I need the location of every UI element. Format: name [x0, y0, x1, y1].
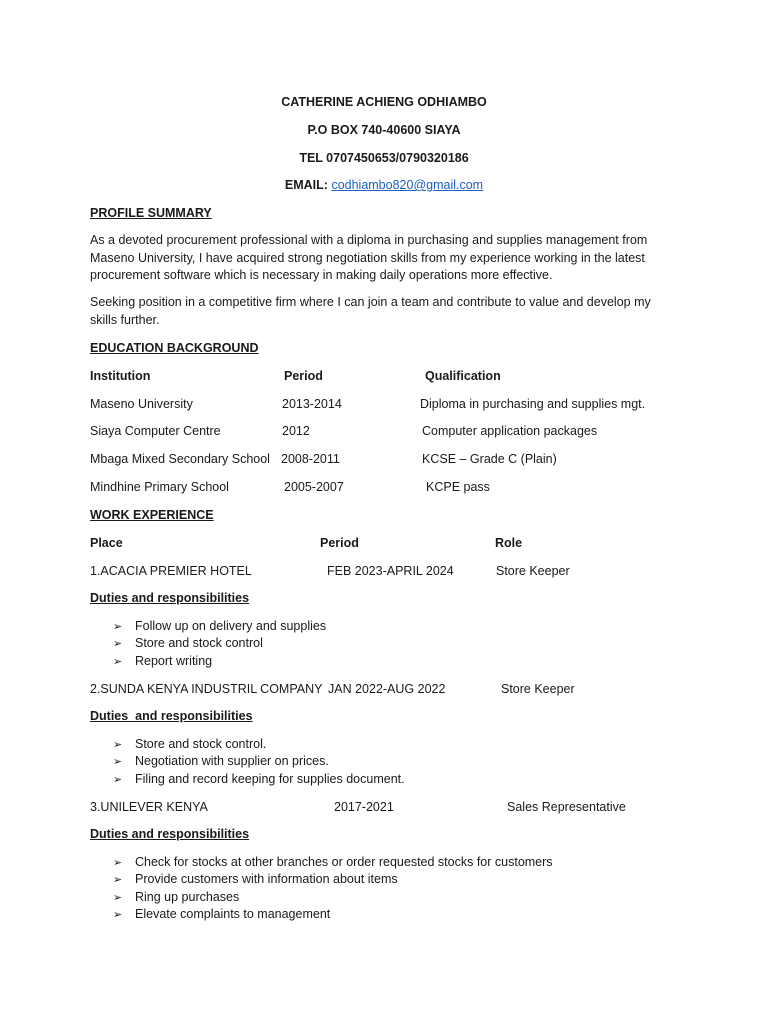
duty-item: [113, 635, 263, 652]
email-line: [0, 177, 768, 193]
education-period: 2005-2007: [284, 480, 344, 494]
education-qualification: KCSE – Grade C (Plain): [422, 452, 557, 466]
education-qualification: KCPE pass: [426, 480, 490, 494]
duty-text: Follow up on delivery and supplies: [135, 619, 327, 633]
duty-item: [113, 753, 329, 770]
duty-text: Negotiation with supplier on prices.: [135, 754, 329, 768]
email-link[interactable]: codhiambo820@gmail.com: [331, 178, 484, 192]
duty-item: [113, 906, 330, 923]
education-institution: Mindhine Primary School: [90, 480, 229, 494]
job-place: 2.SUNDA KENYA INDUSTRIL COMPANY: [90, 682, 323, 696]
job-period: 2017-2021: [334, 800, 394, 814]
profile-paragraph-1: As a devoted procurement professional with a diploma in purchasing and supplies management from Maseno University, I have acquired strong negotiation skills from my experience working in the latest procurement software which is necessary in making daily operations more effective.: [90, 233, 648, 282]
duty-text: Elevate complaints to management: [135, 907, 331, 921]
job-role: Sales Representative: [507, 800, 626, 814]
job-place: 3.UNILEVER KENYA: [90, 800, 208, 814]
arrow-bullet-icon: ➢: [113, 909, 123, 921]
arrow-bullet-icon: ➢: [113, 739, 123, 751]
duty-text: Provide customers with information about items: [135, 872, 398, 886]
arrow-bullet-icon: ➢: [113, 638, 123, 650]
work-col-place: Place: [90, 536, 123, 550]
job-role: Store Keeper: [496, 564, 570, 578]
arrow-bullet-icon: ➢: [113, 621, 123, 633]
education-qualification: Computer application packages: [422, 424, 598, 438]
duty-item: [113, 871, 398, 888]
arrow-bullet-icon: ➢: [113, 756, 123, 768]
duty-text: Report writing: [135, 654, 213, 668]
work-col-role: Role: [495, 536, 523, 550]
education-period: 2012: [282, 424, 310, 438]
job-role: Store Keeper: [501, 682, 575, 696]
duty-text: Check for stocks at other branches or order requested stocks for customers: [135, 855, 553, 869]
job-period: FEB 2023-APRIL 2024: [327, 564, 454, 578]
education-col-period: Period: [284, 369, 323, 383]
work-experience-heading: WORK EXPERIENCE: [90, 508, 214, 522]
duty-text: Filing and record keeping for supplies document.: [135, 772, 405, 786]
duty-text: Store and stock control.: [135, 737, 267, 751]
job-period: JAN 2022-AUG 2022: [328, 682, 446, 696]
education-period: 2013-2014: [282, 397, 342, 411]
telephone: TEL 0707450653/0790320186: [299, 151, 469, 165]
education-qualification: Diploma in purchasing and supplies mgt.: [420, 397, 646, 411]
work-col-period: Period: [320, 536, 359, 550]
duty-item: [113, 889, 239, 906]
education-col-qualification: Qualification: [425, 369, 501, 383]
arrow-bullet-icon: ➢: [113, 892, 123, 904]
duty-item: [113, 736, 266, 753]
education-institution: Mbaga Mixed Secondary School: [90, 452, 270, 466]
duty-item: [113, 618, 326, 635]
duty-item: [113, 771, 405, 788]
duty-text: Store and stock control: [135, 636, 263, 650]
profile-summary-heading: PROFILE SUMMARY: [90, 206, 212, 220]
duties-heading: Duties and responsibilities: [90, 709, 253, 723]
education-period: 2008-2011: [281, 452, 340, 466]
education-heading: EDUCATION BACKGROUND: [90, 341, 259, 355]
arrow-bullet-icon: ➢: [113, 874, 123, 886]
duty-item: [113, 854, 553, 871]
arrow-bullet-icon: ➢: [113, 774, 123, 786]
email-label: EMAIL:: [284, 178, 328, 192]
candidate-name: CATHERINE ACHIENG ODHIAMBO: [281, 95, 487, 109]
duty-text: Ring up purchases: [135, 890, 240, 904]
education-institution: Maseno University: [90, 397, 193, 411]
profile-paragraph-2: Seeking position in a competitive firm where I can join a team and contribute to value and develop my skills further.: [90, 295, 651, 327]
education-col-institution: Institution: [90, 369, 151, 383]
duties-heading: Duties and responsibilities: [90, 591, 250, 605]
duties-heading: Duties and responsibilities: [90, 827, 250, 841]
arrow-bullet-icon: ➢: [113, 857, 123, 869]
arrow-bullet-icon: ➢: [113, 656, 123, 668]
job-place: 1.ACACIA PREMIER HOTEL: [90, 564, 252, 578]
postal-address: P.O BOX 740-40600 SIAYA: [307, 123, 461, 137]
duty-item: [113, 653, 212, 670]
education-institution: Siaya Computer Centre: [90, 424, 221, 438]
